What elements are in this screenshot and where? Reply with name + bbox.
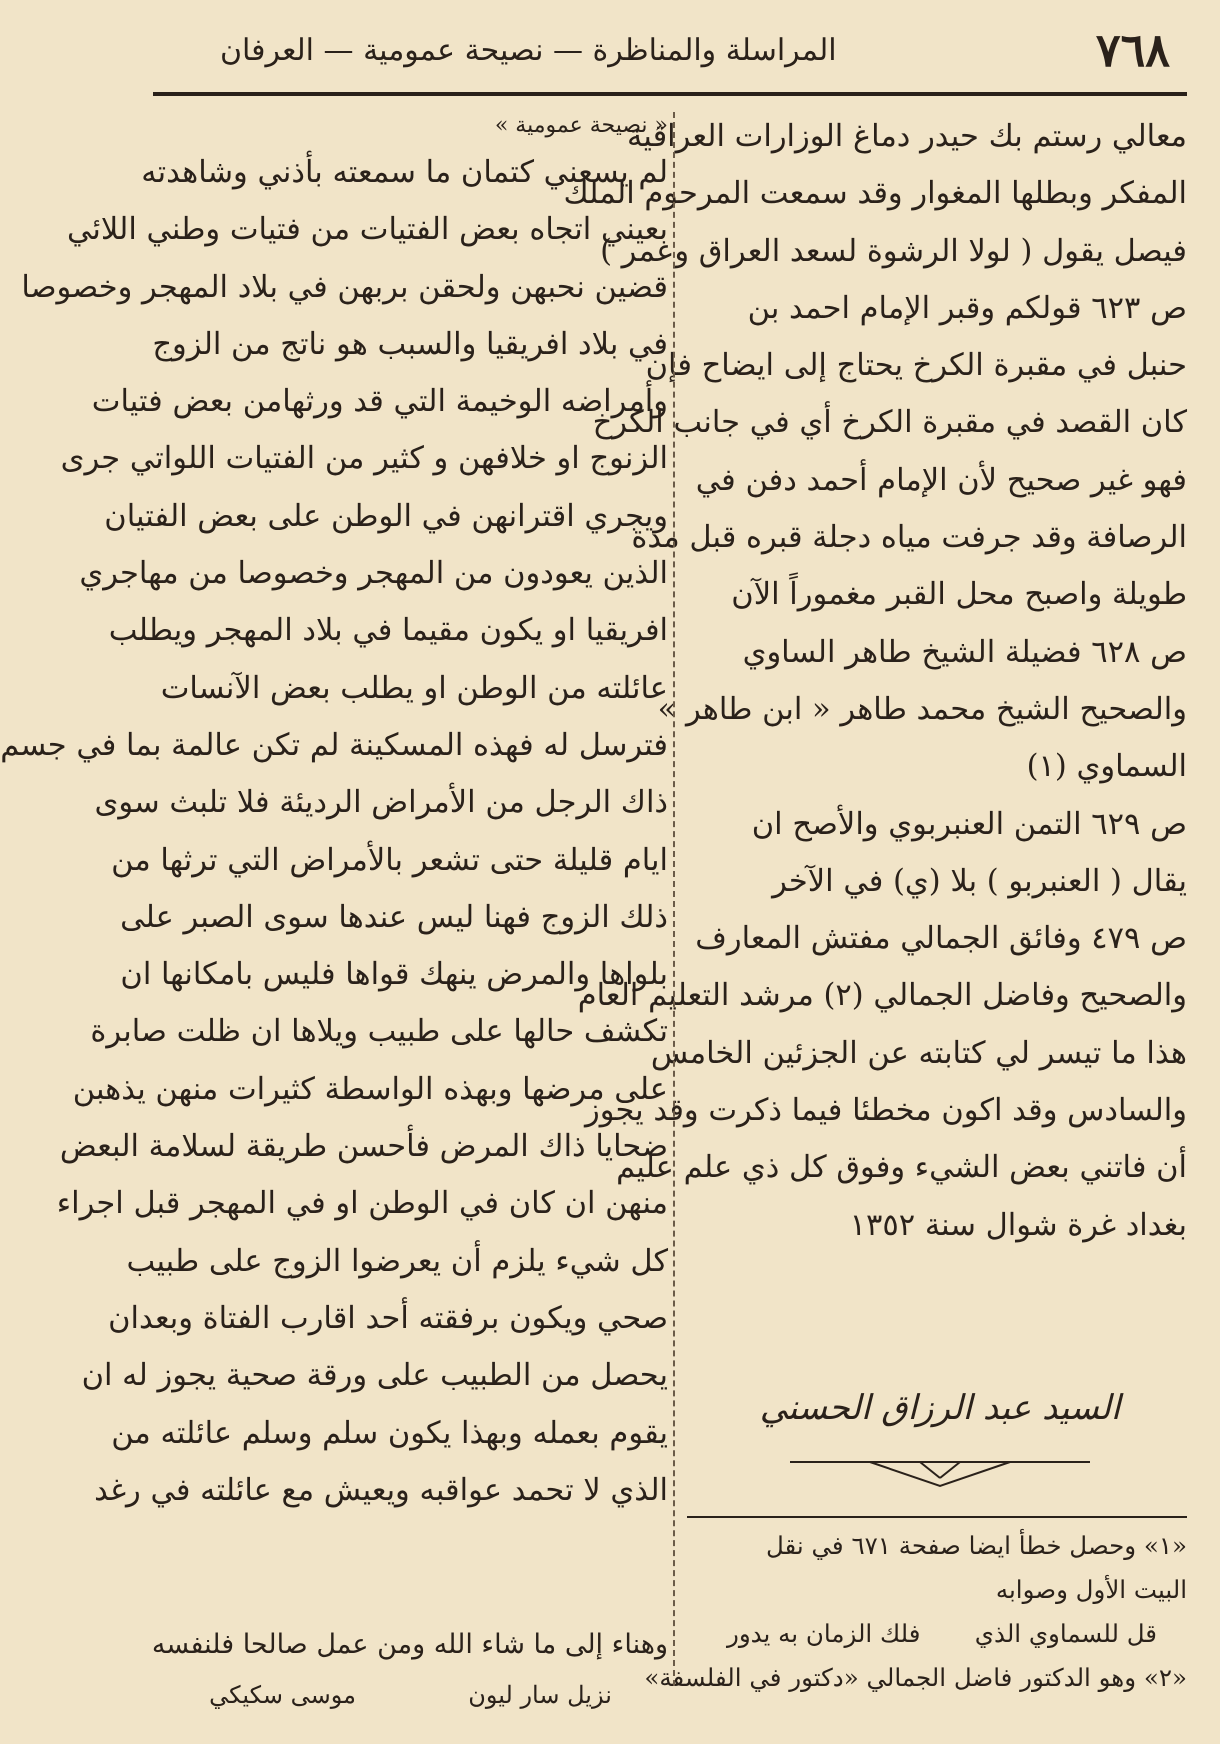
- text-line: كل شيء يلزم أن يعرضوا الزوج على طبيب: [126, 1243, 668, 1279]
- page-header: [150, 20, 1170, 80]
- text-line: فهو غير صحيح لأن الإمام أحمد دفن في: [695, 462, 1187, 498]
- text-line: منهن ان كان في الوطن او في المهجر قبل اجراء: [56, 1186, 668, 1222]
- text-line: ايام قليلة حتى تشعر بالأمراض التي ترثها من: [111, 842, 668, 878]
- text-line: قضين نحبهن ولحقن بربهن في بلاد المهجر وخصوصا: [21, 269, 668, 305]
- closing-line: وهناء إلى ما شاء الله ومن عمل صالحا فلنفسه: [151, 1629, 668, 1660]
- author-credits: [153, 1670, 668, 1720]
- text-line: ضحايا ذاك المرض فأحسن طريقة لسلامة البعض: [59, 1129, 668, 1165]
- footnote-2: «٢» وهو الدكتور فاضل الجمالي «دكتور في الفلسفة»: [644, 1663, 1187, 1692]
- footnote-rule: [687, 1516, 1187, 1518]
- text-line: يقوم بعمله وبهذا يكون سلم وسلم عائلته من: [111, 1415, 668, 1451]
- text-line: يحصل من الطبيب على ورقة صحية يجوز له ان: [81, 1358, 668, 1394]
- text-line: حنبل في مقبرة الكرخ يحتاج إلى ايضاح فإن: [645, 348, 1187, 384]
- text-line: ص ٤٧٩ وفائق الجمالي مفتش المعارف: [695, 921, 1187, 957]
- text-line: طويلة واصبح محل القبر مغموراً الآن: [731, 577, 1187, 613]
- footnote-1-cont: البيت الأول وصوابه: [995, 1575, 1187, 1604]
- text-line: ويجري اقترانهن في الوطن على بعض الفتيان: [104, 498, 668, 534]
- article-closing: [153, 1620, 668, 1720]
- verse-line: [687, 1612, 1187, 1656]
- text-line: بعيني اتجاه بعض الفتيات من فتيات وطني اللائي: [66, 212, 668, 248]
- text-line: الرصافة وقد جرفت مياه دجلة قبره قبل مدة: [631, 520, 1187, 556]
- ornament-divider-icon: [780, 1452, 1100, 1492]
- section-title: « نصيحة عمومية »: [494, 113, 668, 138]
- text-line: المفكر وبطلها المغوار وقد سمعت المرحوم الملك: [563, 176, 1187, 212]
- header-rule: [153, 92, 1187, 96]
- author-place: نزيل سار ليون: [468, 1681, 612, 1709]
- text-line: أن فاتني بعض الشيء وفوق كل ذي علم عليم: [616, 1150, 1187, 1186]
- text-line: صحي ويكون برفقته أحد اقارب الفتاة وبعدان: [108, 1300, 668, 1336]
- text-line: افريقيا او يكون مقيما في بلاد المهجر ويطلب: [108, 613, 668, 649]
- footnote-1: «١» وحصل خطأ ايضا صفحة ٦٧١ في نقل: [765, 1531, 1187, 1560]
- footnotes: [644, 1524, 1187, 1700]
- text-line: ص ٦٢٩ التمن العنبربوي والأصح ان: [751, 806, 1187, 842]
- text-line: وأمراضه الوخيمة التي قد ورثهامن بعض فتيات: [91, 384, 668, 420]
- text-line: الذين يعودون من المهجر وخصوصا من مهاجري: [79, 556, 668, 592]
- text-line: فيصل يقول ( لولا الرشوة لسعد العراق وعمر ): [600, 233, 1187, 269]
- text-line: معالي رستم بك حيدر دماغ الوزارات العراقية: [627, 119, 1187, 154]
- text-line: هذا ما تيسر لي كتابته عن الجزئين الخامس: [650, 1035, 1187, 1071]
- running-title: المراسلة والمناظرة — نصيحة عمومية — العرفان: [220, 32, 837, 68]
- text-line: ذاك الرجل من الأمراض الرديئة فلا تلبث سوى: [94, 785, 668, 821]
- text-line: والصحيح وفاضل الجمالي (٢) مرشد التعليم العام: [577, 978, 1187, 1014]
- verse-first-hemistich: قل للسماوي الذي: [974, 1619, 1157, 1648]
- text-line: ذلك الزوج فهنا ليس عندها سوى الصبر على: [120, 899, 668, 935]
- text-line: يقال ( العنبربو ) بلا (ي) في الآخر: [772, 863, 1187, 899]
- text-line: والصحيح الشيخ محمد طاهر « ابن طاهر »: [657, 691, 1187, 727]
- text-line: تكشف حالها على طبيب ويلاها ان ظلت صابرة: [90, 1014, 668, 1050]
- left-column: [0, 108, 668, 1519]
- text-line: الذي لا تحمد عواقبه ويعيش مع عائلته في رغد: [94, 1472, 668, 1508]
- text-line: السماوي (١): [1026, 749, 1187, 785]
- text-line: الزنوج او خلافهن و كثير من الفتيات اللواتي جرى: [60, 441, 668, 477]
- page-number: ٧٦٨: [1095, 23, 1170, 77]
- verse-second-hemistich: فلك الزمان به يدور: [727, 1619, 921, 1648]
- text-line: ص ٦٢٨ فضيلة الشيخ طاهر الساوي: [742, 634, 1187, 670]
- text-line: عائلته من الوطن او يطلب بعض الآنسات: [160, 670, 668, 706]
- text-line: ص ٦٢٣ قولكم وقبر الإمام احمد بن: [747, 290, 1187, 326]
- text-line: بلواها والمرض ينهك قواها فليس بامكانها ان: [120, 957, 668, 993]
- signature: السيد عبد الرزاق الحسني: [759, 1388, 1121, 1428]
- text-line: كان القصد في مقبرة الكرخ أي في جانب الكرخ: [592, 405, 1187, 441]
- text-line: في بلاد افريقيا والسبب هو ناتج من الزوج: [152, 326, 668, 362]
- text-line: لم يسعني كتمان ما سمعته بأذني وشاهدته: [141, 155, 668, 190]
- text-line: بغداد غرة شوال سنة ١٣٥٢: [849, 1207, 1187, 1243]
- text-line: والسادس وقد اكون مخطئا فيما ذكرت وقد يجوز: [584, 1093, 1187, 1129]
- text-line: على مرضها وبهذه الواسطة كثيرات منهن يذهبن: [72, 1071, 668, 1107]
- text-line: فترسل له فهذه المسكينة لم تكن عالمة بما في جسم: [0, 727, 668, 763]
- column-divider: [673, 112, 675, 1686]
- author-name: موسى سكيكي: [209, 1681, 356, 1709]
